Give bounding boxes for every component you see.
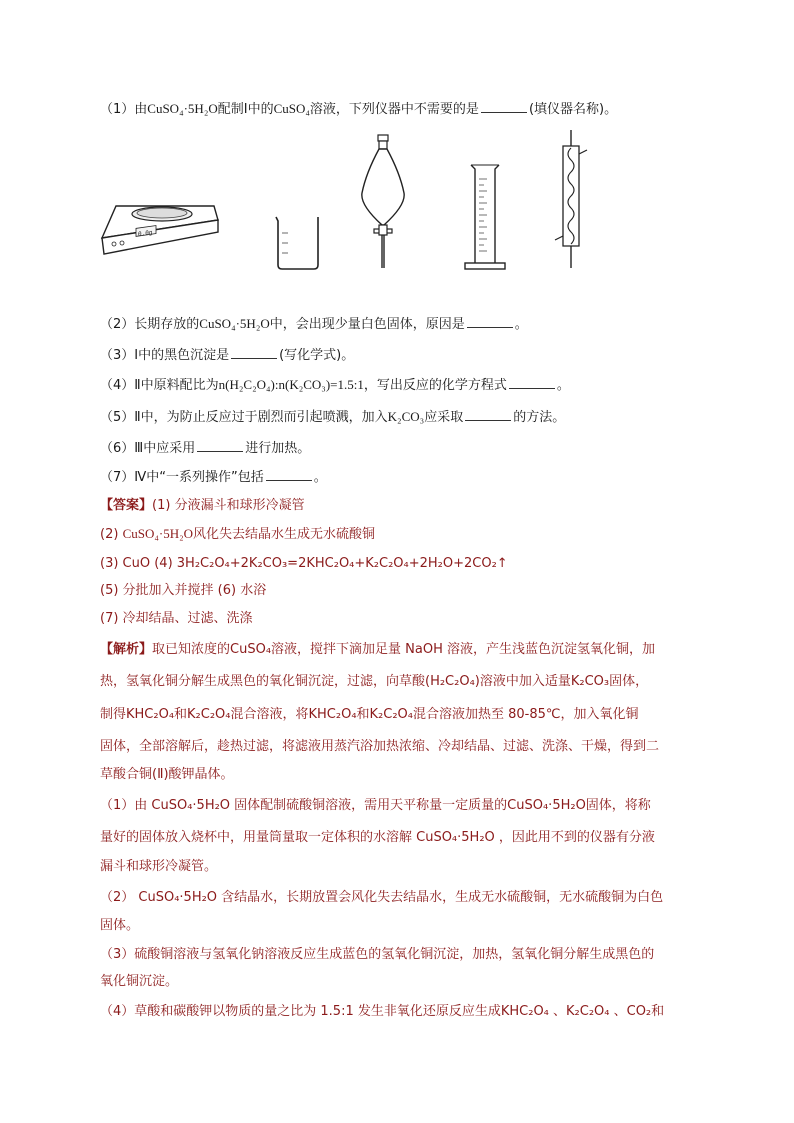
question-6: （6）Ⅲ中应采用 进行加热。 (100, 441, 311, 456)
analysis-line-1: 【解析】取已知浓度的CuSO₄溶液，搅拌下滴加足量 NaOH 溶液，产生浅蓝色沉淀氢氧化铜，加 (100, 642, 655, 657)
analysis-line-3: 制得KHC₂O₄和K₂C₂O₄混合溶液，将KHC₂O₄和K₂C₂O₄混合溶液加热至 80-85℃，加入氧化铜 (100, 707, 639, 722)
answer-line-1: 【答案】(1) 分液漏斗和球形冷凝管 (100, 498, 305, 513)
answer-line-4: (5) 分批加入并搅拌 (6) 水浴 (100, 583, 267, 598)
question-4: （4）Ⅱ中原料配比为n(H₂C₂O₄):n(K₂CO₃)=1.5:1，写出反应的化学方程式 。 (100, 377, 570, 393)
balance-display-text: 0.0g (138, 229, 153, 239)
analysis-line-12: 氧化铜沉淀。 (100, 974, 179, 989)
beaker-image (268, 213, 328, 273)
analysis-line-6: （1）由 CuSO₄·5H₂O 固体配制硫酸铜溶液，需用天平称量一定质量的CuSO₄·5H₂O固体，将称 (100, 798, 651, 813)
answer-tag: 【答案】 (100, 498, 153, 513)
question-7: （7）Ⅳ中“一系列操作”包括 。 (100, 470, 327, 485)
instrument-illustrations (96, 128, 616, 273)
analysis-line-2: 热，氢氧化铜分解生成黑色的氧化铜沉淀，过滤，向草酸(H₂C₂O₄)溶液中加入适量K₂CO₃固体， (100, 674, 649, 689)
analysis-tag: 【解析】 (100, 642, 153, 657)
question-3: （3）Ⅰ中的黑色沉淀是 (写化学式)。 (100, 348, 355, 363)
analysis-line-5: 草酸合铜(Ⅱ)酸钾晶体。 (100, 767, 234, 782)
question-2: （2）长期存放的CuSO₄·5H₂O中，会出现少量白色固体，原因是 。 (100, 316, 528, 332)
answer-line-2: (2) CuSO₄·5H₂O风化失去结晶水生成无水硫酸铜 (100, 526, 376, 542)
answer-blank (481, 100, 527, 113)
analysis-line-13: （4）草酸和碳酸钾以物质的量之比为 1.5:1 发生非氧化还原反应生成KHC₂O₄ 、K₂C₂O₄ 、CO₂和 (100, 1004, 665, 1019)
answer-line-3: (3) CuO (4) 3H₂C₂O₄+2K₂CO₃=2KHC₂O₄+K₂C₂O₄+2H₂O+2CO₂↑ (100, 556, 508, 571)
answer-blank (467, 315, 513, 328)
analysis-line-9: （2） CuSO₄·5H₂O 含结晶水，长期放置会风化失去结晶水，生成无水硫酸铜，无水硫酸铜为白色 (100, 890, 664, 905)
question-1: （1）由CuSO₄·5H₂O配制Ⅰ中的CuSO₄溶液，下列仪器中不需要的是 (填仪器名称)。 (100, 101, 618, 117)
answer-line-5: (7) 冷却结晶、过滤、洗涤 (100, 611, 253, 626)
analysis-line-4: 固体，全部溶解后，趁热过滤，将滤液用蒸汽浴加热浓缩、冷却结晶、过滤、洗涤、干燥，得到二 (100, 739, 660, 754)
separatory-funnel-image (358, 133, 408, 273)
answer-blank (465, 408, 511, 421)
answer-blank (231, 346, 277, 359)
answer-blank (266, 468, 312, 481)
graduated-cylinder-image (461, 163, 511, 275)
analysis-line-7: 量好的固体放入烧杯中，用量筒量取一定体积的水溶解 CuSO₄·5H₂O ，因此用不到的仪器有分液 (100, 830, 655, 845)
analysis-line-11: （3）硫酸铜溶液与氢氧化钠溶液反应生成蓝色的氢氧化铜沉淀，加热，氢氧化铜分解生成黑色的 (100, 947, 655, 962)
question-5: （5）Ⅱ中，为防止反应过于剧烈而引起喷溅，加入K₂CO₃应采取 的方法。 (100, 409, 566, 425)
answer-blank (509, 376, 555, 389)
answer-blank (197, 439, 243, 452)
analysis-line-10: 固体。 (100, 918, 140, 933)
electronic-balance-image (96, 198, 221, 258)
bulb-condenser-image (551, 128, 591, 273)
analysis-line-8: 漏斗和球形冷凝管。 (100, 859, 218, 874)
